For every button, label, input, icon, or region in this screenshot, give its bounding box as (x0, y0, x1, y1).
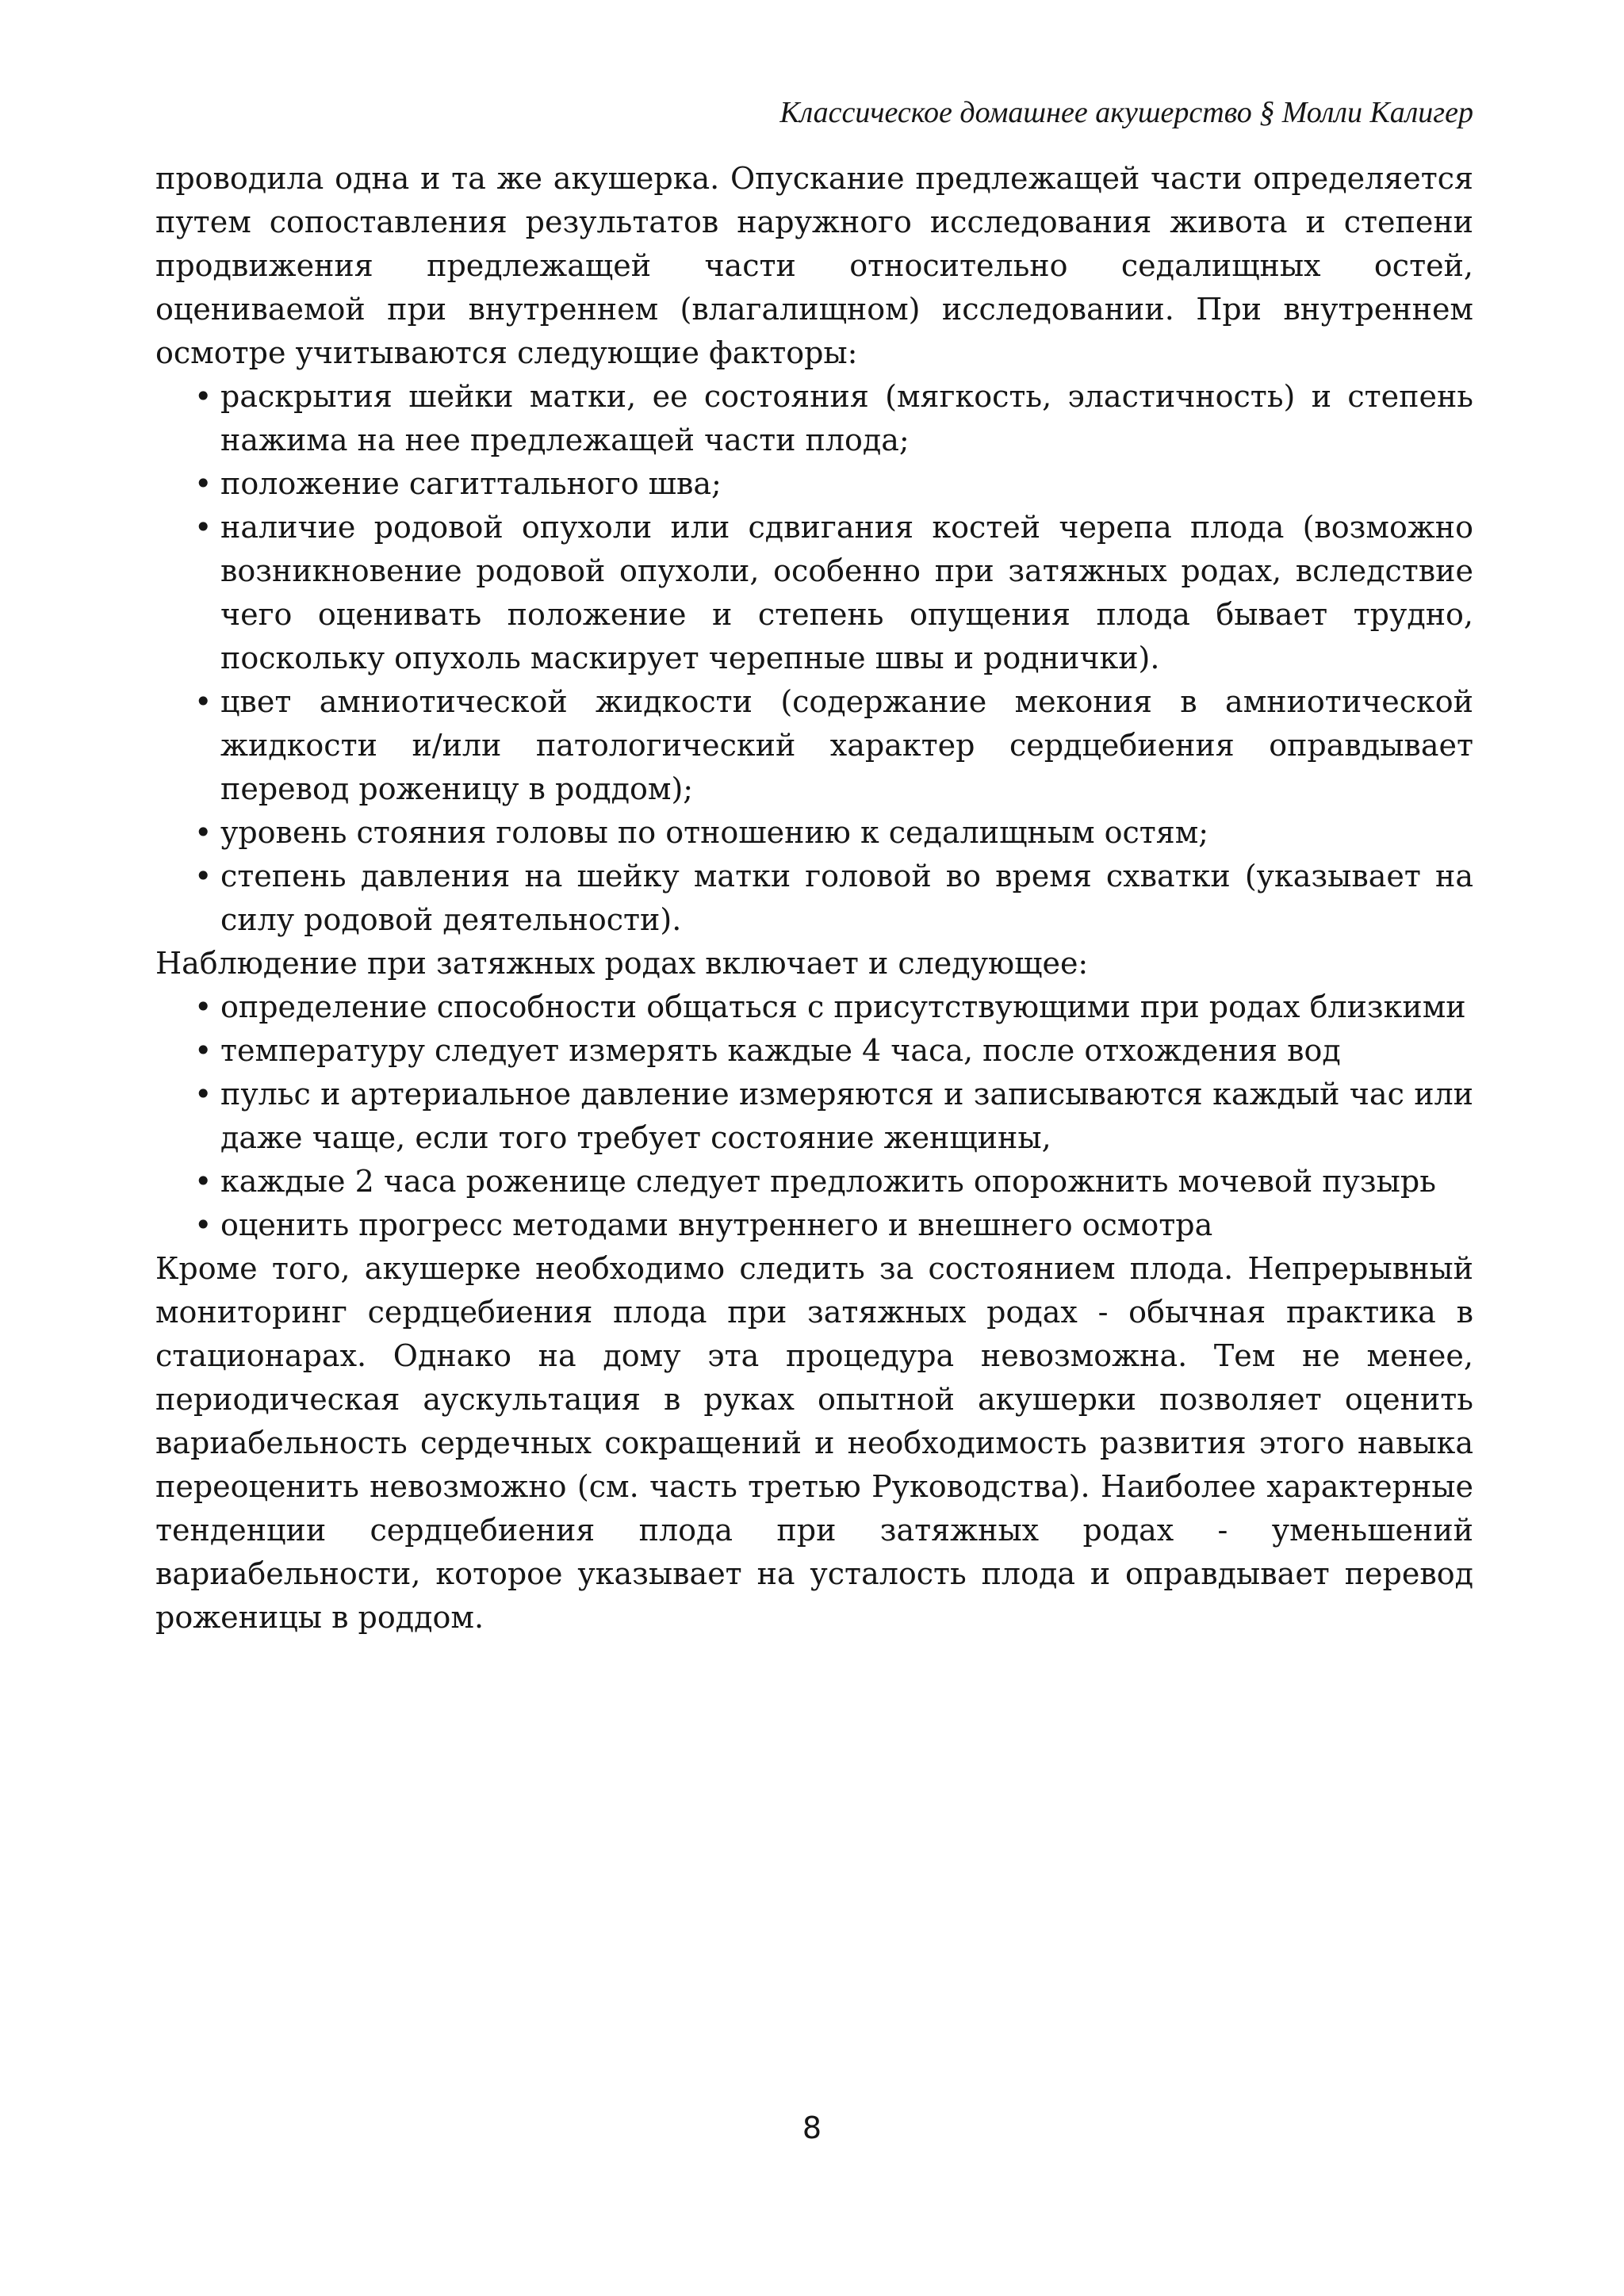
list-item (194, 1029, 1473, 1073)
list-item-text: каждые 2 часа роженице следует предложить опорожнить мочевой пузырь (220, 1164, 1436, 1199)
list-item (194, 811, 1473, 855)
list-item-text: температуру следует измерять каждые 4 часа, после отхождения вод (220, 1033, 1341, 1068)
bullet-icon: • (194, 1033, 213, 1068)
list-item-text: оценить прогресс методами внутреннего и внешнего осмотра (220, 1207, 1213, 1242)
bullet-icon: • (194, 1077, 213, 1112)
bullet-icon: • (194, 379, 213, 414)
list-item (194, 1203, 1473, 1247)
bullet-icon: • (194, 1207, 213, 1242)
list-item (194, 462, 1473, 506)
list-item (194, 1073, 1473, 1160)
bullet-icon: • (194, 859, 213, 894)
bullet-icon: • (194, 466, 213, 501)
paragraph-intro: проводила одна и та же акушерка. Опускание предлежащей части определяется путем сопоставления результатов наружного исследования живота и степени продвижения предлежащей части относительно седалищных остей, оцениваемой при внутреннем (влагалищном) исследовании. При внутреннем осмотре учитываются следующие факторы: (155, 161, 1473, 370)
list-item-text: положение сагиттального шва; (220, 466, 722, 501)
list-item-text: определение способности общаться с присутствующими при родах близкими (220, 989, 1466, 1024)
bullet-icon: • (194, 815, 213, 850)
list-item-text: раскрытия шейки матки, ее состояния (мягкость, эластичность) и степень нажима на нее предлежащей части плода; (220, 379, 1473, 457)
list-item (194, 506, 1473, 680)
page-number: 8 (802, 2110, 822, 2145)
bullet-icon: • (194, 989, 213, 1024)
list-item (194, 375, 1473, 462)
body-text (155, 157, 1473, 1640)
bullet-icon: • (194, 684, 213, 719)
list-item (194, 680, 1473, 811)
list-item (194, 855, 1473, 942)
bullet-icon: • (194, 1164, 213, 1199)
list-item-text: пульс и артериальное давление измеряются и записываются каждый час или даже чаще, если того требует состояние женщины, (220, 1077, 1473, 1155)
list-item-text: уровень стояния головы по отношению к седалищным остям; (220, 815, 1209, 850)
list-item-text: наличие родовой опухоли или сдвигания костей черепа плода (возможно возникновение родовой опухоли, особенно при затяжных родах, вследствие чего оценивать положение и степень опущения плода бывает трудно, поскольку опухоль маскирует черепные швы и роднички). (220, 510, 1473, 675)
observation-list (155, 985, 1473, 1247)
running-header: Классическое домашнее акушерство § Молли Калигер (779, 96, 1473, 129)
paragraph-observation: Наблюдение при затяжных родах включает и следующее: (155, 946, 1089, 981)
list-item-text: цвет амниотической жидкости (содержание мекония в амниотической жидкости и/или патологический характер сердцебиения оправдывает перевод роженицу в роддом); (220, 684, 1473, 806)
bullet-icon: • (194, 510, 213, 545)
paragraph-fetal-monitoring: Кроме того, акушерке необходимо следить за состоянием плода. Непрерывный мониторинг сердцебиения плода при затяжных родах - обычная практика в стационарах. Однако на дому эта процедура невозможна. Тем не менее, периодическая аускультация в руках опытной акушерки позволяет оценить вариабельность сердечных сокращений и необходимость развития этого навыка переоценить невозможно (см. часть третью Руководства). Наиболее характерные тенденции сердцебиения плода при затяжных родах - уменьшений вариабельности, которое указывает на усталость плода и оправдывает перевод роженицы в роддом. (155, 1251, 1473, 1635)
exam-factors-list (155, 375, 1473, 942)
list-item (194, 1160, 1473, 1203)
list-item-text: степень давления на шейку матки головой во время схватки (указывает на силу родовой деятельности). (220, 859, 1473, 937)
list-item (194, 985, 1473, 1029)
